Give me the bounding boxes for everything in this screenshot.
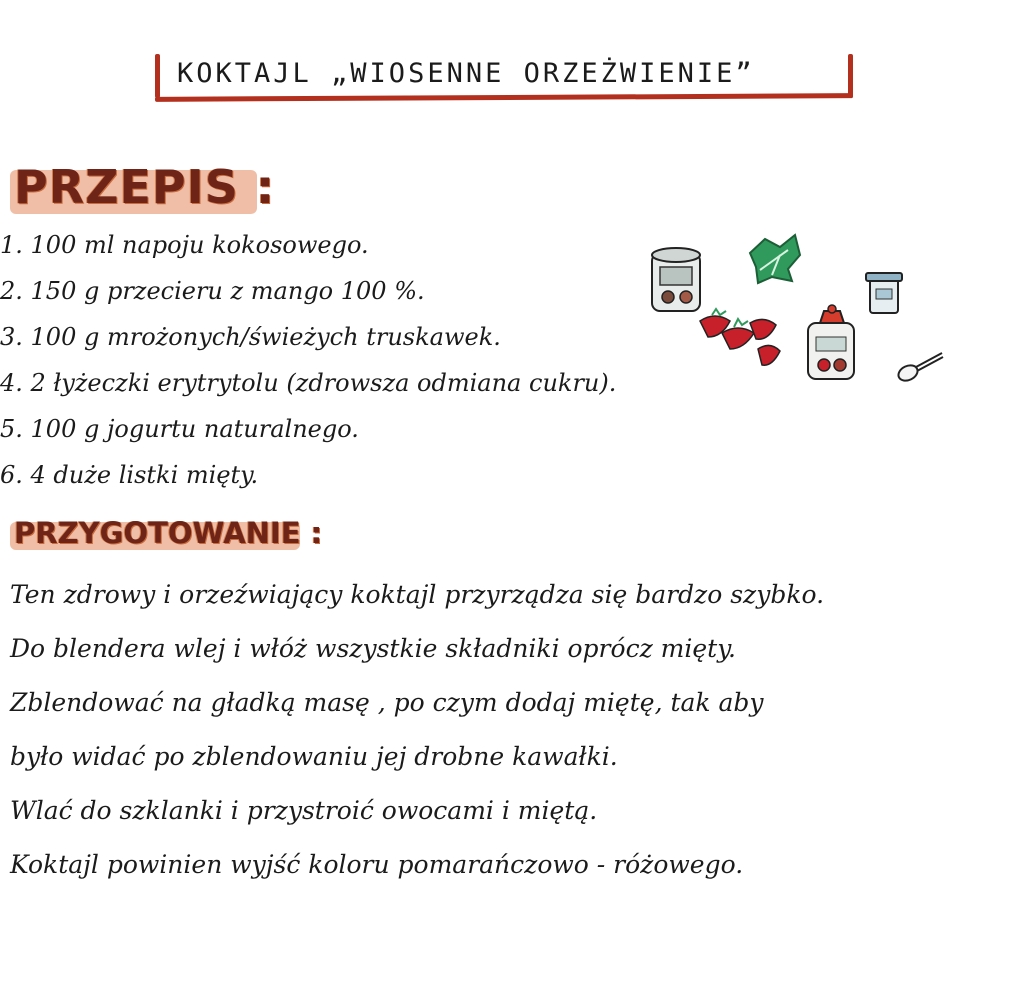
preparation-line: Do blendera wlej i włóż wszystkie składniki oprócz mięty. [10,634,736,663]
ingredient-item: 5. 100 g jogurtu naturalnego. [0,415,359,443]
recipe-heading [14,160,275,214]
preparation-line: było widać po zblendowaniu jej drobne kawałki. [10,742,618,771]
preparation-line: Zblendować na gładką masę , po czym dodaj miętę, tak aby [10,688,764,717]
spoon-icon [896,353,943,384]
title-box [155,52,853,100]
strawberries-icon [700,309,780,365]
preparation-line: Koktajl powinien wyjść koloru pomarańczowo - różowego. [10,850,744,879]
mint-leaf-icon [750,235,800,283]
ingredient-item: 4. 2 łyżeczki erytrytolu (zdrowsza odmiana cukru). [0,369,617,397]
preparation-heading-text: PRZYGOTOWANIE : [14,516,323,550]
preparation-text [10,568,824,892]
preparation-line: Ten zdrowy i orzeźwiający koktajl przyrządza się bardzo szybko. [10,580,825,609]
preparation-line: Wlać do szklanki i przystroić owocami i miętą. [10,796,598,825]
coconut-drink-can-icon [652,248,700,311]
mango-puree-jar-icon [808,305,854,379]
title-bracket-left [155,54,160,98]
title-underline [155,93,853,102]
ingredient-item: 3. 100 g mrożonych/świeżych truskawek. [0,323,501,351]
ingredients-illustration [630,225,960,395]
ingredient-list [0,222,616,498]
page-title: KOKTAJL „WIOSENNE ORZEŻWIENIE” [177,58,755,89]
ingredient-item: 6. 4 duże listki mięty. [0,461,259,489]
preparation-heading [14,516,322,550]
title-bracket-right [848,54,853,98]
ingredient-item: 1. 100 ml napoju kokosowego. [0,231,369,259]
yogurt-cup-icon [866,273,902,313]
ingredient-item: 2. 150 g przecieru z mango 100 %. [0,277,425,305]
recipe-heading-text: PRZEPIS : [14,160,276,214]
